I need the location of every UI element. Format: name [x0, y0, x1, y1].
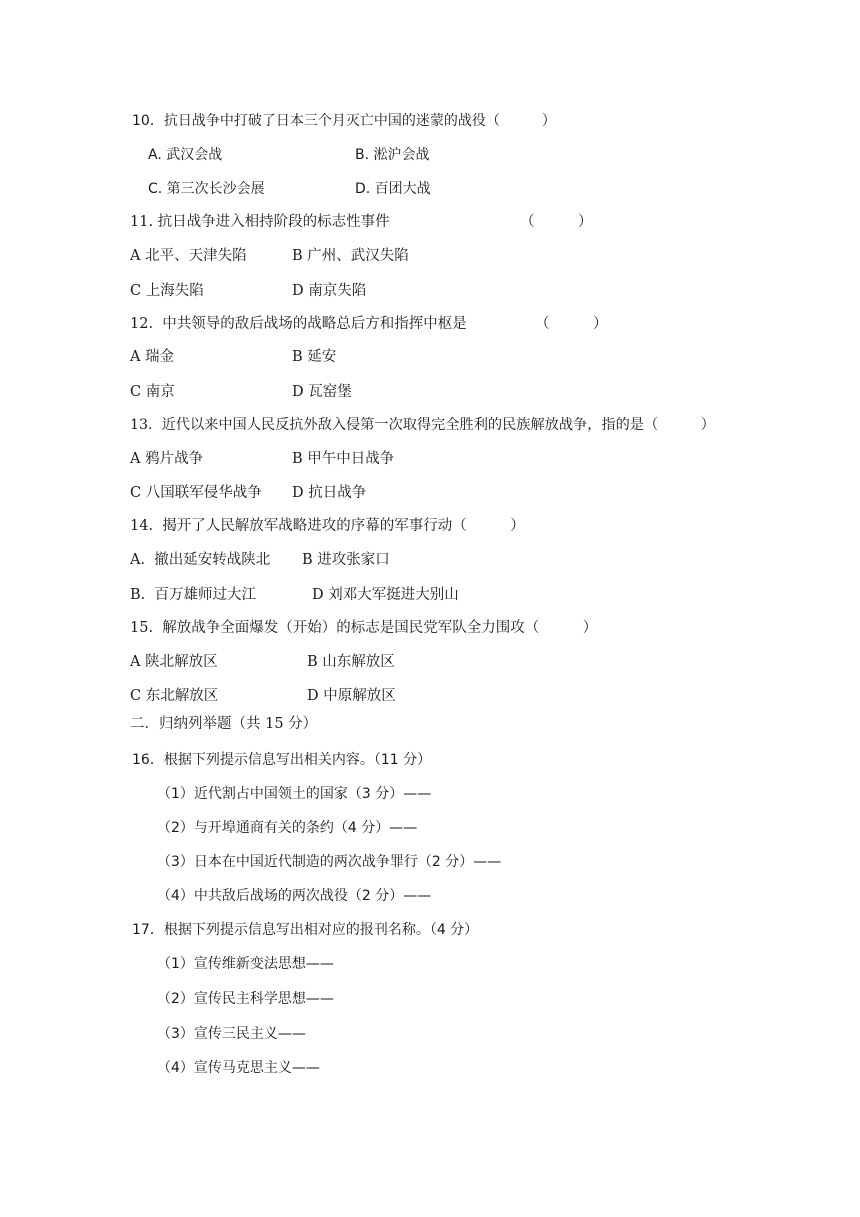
question-15-option-a: A 陕北解放区	[130, 654, 218, 670]
question-15-stem: 15. 解放战争全面爆发（开始）的标志是国民党军队全力围攻（ ）	[130, 620, 598, 636]
question-10-option-c: C. 第三次长沙会展	[148, 181, 265, 197]
question-11-option-c: C 上海失陷	[130, 283, 204, 299]
question-12-answer-paren: （ ）	[535, 316, 608, 332]
question-11-option-a: A 北平、天津失陷	[130, 248, 247, 264]
question-12-option-b: B 延安	[292, 349, 337, 365]
question-17-item: （3）宣传三民主义——	[157, 1026, 306, 1042]
section-2-title: 二．归纳列举题（共 15 分）	[130, 716, 318, 732]
question-11-option-b: B 广州、武汉失陷	[292, 248, 409, 264]
question-10-stem: 10．抗日战争中打破了日本三个月灭亡中国的迷蒙的战役（ ）	[132, 113, 556, 129]
question-13-stem: 13. 近代以来中国人民反抗外敌入侵第一次取得完全胜利的民族解放战争，指的是（ ）	[130, 417, 715, 433]
question-14-option-c: B. 百万雄师过大江	[130, 587, 256, 603]
question-13-option-a: A 鸦片战争	[130, 451, 204, 467]
question-10-option-a: A. 武汉会战	[148, 147, 223, 163]
question-15-option-b: B 山东解放区	[307, 654, 395, 670]
question-10-option-b: B. 淞沪会战	[355, 147, 430, 163]
question-12-stem: 12. 中共领导的敌后战场的战略总后方和指挥中枢是	[130, 316, 467, 332]
question-12-option-c: C 南京	[130, 384, 175, 400]
question-17-item: （1）宣传维新变法思想——	[157, 956, 334, 972]
question-16-item: （1）近代割占中国领土的国家（3 分）——	[157, 786, 432, 802]
question-14-option-b: B 进攻张家口	[302, 552, 390, 568]
question-11-option-d: D 南京失陷	[292, 283, 367, 299]
question-17-item: （4）宣传马克思主义——	[157, 1060, 320, 1076]
question-15-option-d: D 中原解放区	[307, 688, 396, 704]
question-11-answer-paren: （ ）	[520, 214, 593, 230]
question-16-stem: 16．根据下列提示信息写出相关内容。（11 分）	[132, 752, 432, 768]
question-17-item: （2）宣传民主科学思想——	[157, 991, 334, 1007]
question-16-item: （2）与开埠通商有关的条约（4 分）——	[157, 820, 418, 836]
question-14-option-a: A. 撤出延安转战陕北	[130, 552, 271, 568]
question-16-item: （4）中共敌后战场的两次战役（2 分）——	[157, 888, 432, 904]
question-13-option-b: B 甲午中日战争	[292, 451, 395, 467]
question-14-stem: 14. 揭开了人民解放军战略进攻的序幕的军事行动（ ）	[130, 518, 525, 534]
question-12-option-d: D 瓦窑堡	[292, 384, 352, 400]
question-11-stem: 11. 抗日战争进入相持阶段的标志性事件	[130, 214, 390, 230]
question-17-stem: 17．根据下列提示信息写出相对应的报刊名称。（4 分）	[132, 922, 479, 938]
question-10-option-d: D. 百团大战	[355, 181, 431, 197]
question-14-option-d: D 刘邓大军挺进大别山	[312, 587, 459, 603]
question-12-option-a: A 瑞金	[130, 349, 175, 365]
question-16-item: （3）日本在中国近代制造的两次战争罪行（2 分）——	[157, 854, 502, 870]
question-13-option-c: C 八国联军侵华战争	[130, 485, 262, 501]
question-13-option-d: D 抗日战争	[292, 485, 367, 501]
question-15-option-c: C 东北解放区	[130, 688, 219, 704]
